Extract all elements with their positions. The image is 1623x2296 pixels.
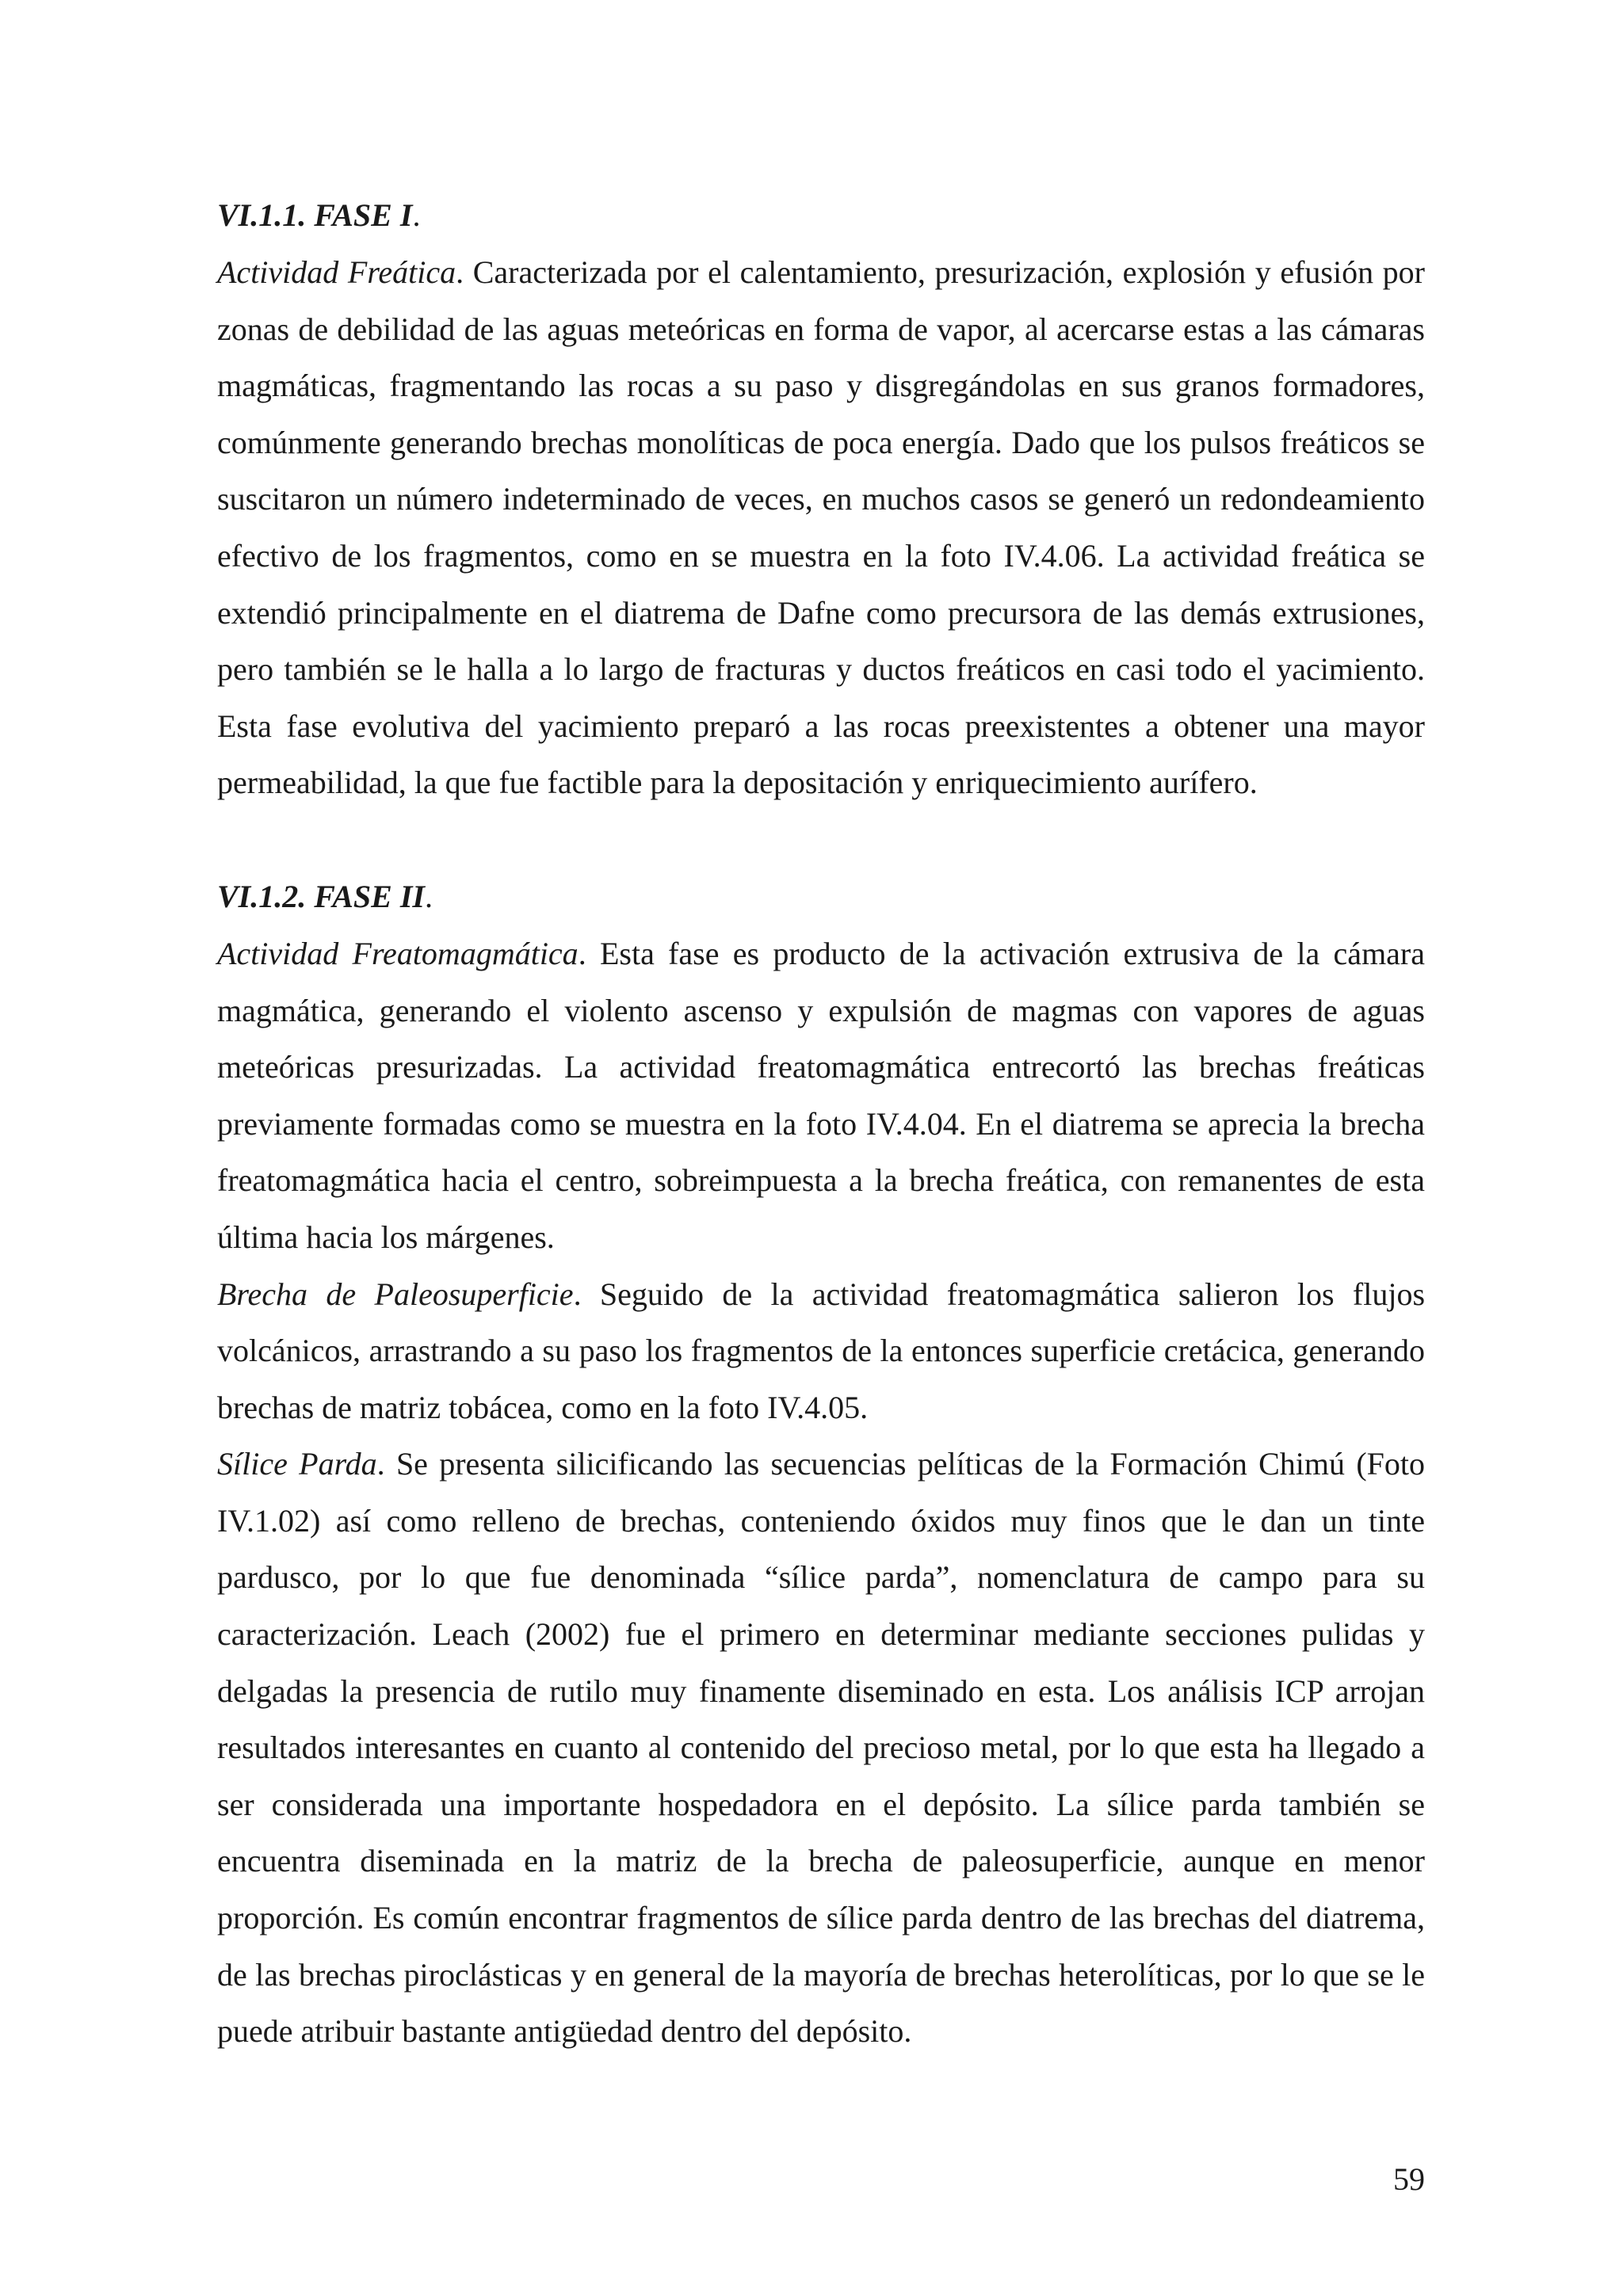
section-heading-fase-i: VI.1.1. FASE I.	[217, 197, 421, 233]
page-number: 59	[1393, 2161, 1425, 2197]
section-heading-fase-ii: VI.1.2. FASE II.	[217, 878, 433, 914]
term-actividad-freatomagmatica: Actividad Freatomagmática	[217, 935, 579, 971]
paragraph-actividad-freatomagmatica: Actividad Freatomagmática. Esta fase es producto de la activación extrusiva de la cámara magmática, generando el violento ascenso y expulsión de magmas con vapores de aguas meteóricas presurizadas. La actividad freatomagmática entrecortó las brechas freáticas previamente formadas como se muestra en la foto IV.4.04. En el diatrema se aprecia la brecha freatomagmática hacia el centro, sobreimpuesta a la brecha freática, con remanentes de esta última hacia los márgenes.	[217, 935, 1426, 1255]
paragraph-actividad-freatica: Actividad Freática. Caracterizada por el calentamiento, presurización, explosión y efusión por zonas de debilidad de las aguas meteóricas en forma de vapor, al acercarse estas a las cámaras magmáticas, fragmentando las rocas a su paso y disgregándolas en sus granos formadores, comúnmente generando brechas monolíticas de poca energía. Dado que los pulsos freáticos se suscitaron un número indeterminado de veces, en muchos casos se generó un redondeamiento efectivo de los fragmentos, como en se muestra en la foto IV.4.06. La actividad freática se extendió principalmente en el diatrema de Dafne como precursora de las demás extrusiones, pero también se le halla a lo largo de fracturas y ductos freáticos en casi todo el yacimiento. Esta fase evolutiva del yacimiento preparó a las rocas preexistentes a obtener una mayor permeabilidad, la que fue factible para la depositación y enriquecimiento aurífero.	[217, 254, 1426, 801]
page-body	[217, 187, 1425, 2060]
term-brecha-paleosuperficie: Brecha de Paleosuperficie	[217, 1276, 574, 1312]
term-silice-parda: Sílice Parda	[217, 1446, 377, 1482]
paragraph-silice-parda: Sílice Parda. Se presenta silicificando las secuencias pelíticas de la Formación Chimú (Foto IV.1.02) así como relleno de brechas, conteniendo óxidos muy finos que le dan un tinte pardusco, por lo que fue denominada “sílice parda”, nomenclatura de campo para su caracterización. Leach (2002) fue el primero en determinar mediante secciones pulidas y delgadas la presencia de rutilo muy finamente diseminado en esta. Los análisis ICP arrojan resultados interesantes en cuanto al contenido del precioso metal, por lo que esta ha llegado a ser considerada una importante hospedadora en el depósito. La sílice parda también se encuentra diseminada en la matriz de la brecha de paleosuperficie, aunque en menor proporción. Es común encontrar fragmentos de sílice parda dentro de las brechas del diatrema, de las brechas piroclásticas y en general de la mayoría de brechas heterolíticas, por lo que se le puede atribuir bastante antigüedad dentro del depósito.	[217, 1446, 1425, 2050]
section-spacer	[217, 811, 1425, 868]
paragraph-brecha-paleosuperficie: Brecha de Paleosuperficie. Seguido de la actividad freatomagmática salieron los flujos volcánicos, arrastrando a su paso los fragmentos de la entonces superficie cretácica, generando brechas de matriz tobácea, como en la foto IV.4.05.	[217, 1276, 1426, 1425]
term-actividad-freatica: Actividad Freática	[217, 254, 456, 290]
